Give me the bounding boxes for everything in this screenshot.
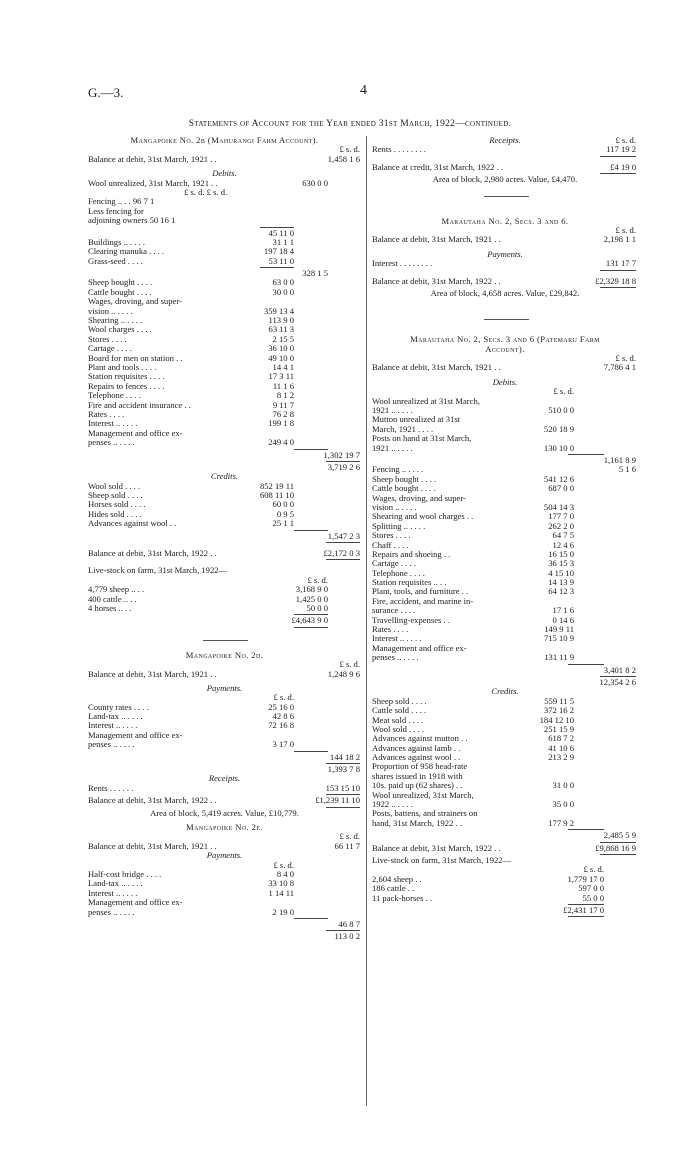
line-label: 1921 .. . . . .	[372, 405, 413, 416]
amount-c1: 687 0 0	[548, 483, 574, 494]
line-label: penses .. . . . .	[88, 437, 135, 448]
line-label: Interest .. . . . .	[88, 720, 138, 731]
ledger-line	[372, 831, 638, 840]
amount-c1: 36 15 3	[548, 558, 574, 569]
amount-c1: 12 4 6	[552, 539, 574, 550]
amount-c1: 249 4 0	[268, 437, 294, 448]
line-label: 10s. paid up (62 shares) . .	[372, 780, 463, 791]
amount-c1: 149 9 11	[544, 624, 574, 635]
amount-c1: 131 11 9	[544, 652, 574, 663]
amount-c1: 64 7 5	[552, 530, 574, 541]
ledger-line	[88, 796, 361, 805]
line-label: Cattle bought . . . .	[88, 286, 152, 297]
line-label: Balance at debit, 31st March, 1921 . .	[372, 234, 501, 245]
line-label: Cartage . . . .	[88, 343, 132, 354]
amount-c1: 177 9 2	[548, 817, 574, 828]
ledger-line	[88, 908, 361, 917]
amount-c1: 2 19 0	[272, 906, 294, 917]
amount-c3: £9,868 16 9	[595, 842, 636, 853]
ledger-line	[372, 894, 638, 903]
ledger-line	[88, 670, 361, 679]
currency-header: £ s. d.	[339, 144, 360, 155]
amount-c1: 0 9 5	[276, 508, 294, 519]
amount-c1: 541 12 6	[543, 473, 574, 484]
line-label: Posts, battens, and strainers on	[372, 808, 478, 819]
line-label: hand, 31st March, 1922 . .	[372, 817, 462, 828]
amount-c1: 199 1 8	[268, 418, 294, 429]
column-divider	[366, 136, 367, 1106]
amount-c1: 715 10 9	[543, 633, 574, 644]
amount-c3: £2,172 0 3	[323, 548, 360, 559]
line-label: penses .. . . . .	[372, 652, 419, 663]
amount-c3: 1,458 1 6	[327, 153, 360, 164]
subheading: Credits.	[491, 686, 519, 697]
amount-c1: 184 12 10	[539, 714, 574, 725]
ledger-line	[372, 653, 638, 662]
line-label: Balance at debit, 31st March, 1921 . .	[372, 362, 501, 373]
ledger-line	[88, 451, 361, 460]
amount-c1: 213 2 9	[548, 752, 574, 763]
section-heading: Mangapoike No. 2d.	[185, 649, 264, 660]
amount-c1: 608 11 10	[259, 490, 294, 501]
amount-c1: 177 7 0	[548, 511, 574, 522]
line-label: Balance at debit, 31st March, 1922 . .	[372, 275, 501, 286]
amount-c2: £ s. d.	[583, 864, 604, 875]
ledger-line	[372, 666, 638, 675]
currency-header: £ s. d.	[615, 224, 636, 235]
amount-c3: 1,393 7 8	[327, 764, 360, 775]
amount-c1: 3 17 0	[272, 739, 294, 750]
amount-c1: 8 1 2	[276, 390, 294, 401]
line-label: adjoining owners 50 16 1	[88, 215, 176, 226]
total-rule	[372, 915, 638, 918]
currency-header: £ s. d.	[339, 659, 360, 670]
line-label: Advances against lamb . .	[372, 742, 461, 753]
line-label: Buildings .. . . . .	[88, 236, 146, 247]
line-label: Wages, droving, and super-	[372, 492, 466, 503]
amount-c1: 45 11 0	[268, 227, 294, 238]
amount-c1: 17 3 11	[268, 371, 294, 382]
amount-c1: 63 11 3	[268, 324, 294, 335]
line-label: Balance at debit, 31st March, 1922 . .	[88, 795, 217, 806]
amount-c1: 14 4 1	[272, 361, 294, 372]
ledger-line	[372, 259, 638, 268]
ledger-line	[372, 163, 638, 172]
line-label: March, 1921 . . . .	[372, 423, 434, 434]
ledger-line	[88, 216, 361, 225]
line-label: Telephone . . . .	[372, 567, 425, 578]
line-label: Balance at debit, 31st March, 1921 . .	[88, 840, 217, 851]
amount-c3: 46 8 7	[338, 918, 360, 929]
page-title: Statements of Account for the Year ended 31st March, 1922—continued.	[188, 119, 512, 129]
line-label: Less fencing for	[88, 205, 144, 216]
line-label: Balance at debit, 31st March, 1922 . .	[88, 548, 217, 559]
line-label: Cattle sold . . . .	[372, 705, 427, 716]
line-label: Meat sold . . . .	[372, 714, 424, 725]
line-label: Wool unrealized at 31st March,	[372, 395, 480, 406]
line-label: Fire, accident, and marine in-	[372, 595, 474, 606]
line-label: Clearing manuka . . . .	[88, 246, 165, 257]
line-label: Hides sold . . . .	[88, 508, 142, 519]
line-label: Balance at credit, 31st March, 1922 . .	[372, 161, 504, 172]
amount-c3: 1,302 19 7	[323, 449, 360, 460]
line-label: Wages, droving, and super-	[88, 296, 182, 307]
amount-c2: 1,425 0 0	[295, 593, 328, 604]
amount-c1: 197 18 4	[263, 246, 294, 257]
section-heading: Mangapoike No. 2b (Mahurangi Farm Account).	[130, 135, 319, 145]
amount-c3: 117 19 2	[606, 144, 636, 155]
amount-c2: £ s. d.	[307, 574, 328, 585]
section-separator	[88, 634, 361, 646]
ledger-line	[88, 932, 361, 941]
line-label: 400 cattle .. . .	[88, 593, 137, 604]
amount-c3: £4 19 0	[610, 161, 636, 172]
ledger-line	[88, 532, 361, 541]
amount-c1: 42 8 6	[272, 711, 294, 722]
amount-c1: 2 15 5	[272, 333, 294, 344]
line-label: Horses sold . . . .	[88, 499, 146, 510]
ledger-line	[88, 401, 361, 410]
amount-c2: £2,431 17 0	[563, 904, 604, 915]
line-label: Live-stock on farm, 31st March, 1922—	[372, 855, 512, 865]
amount-c2: 1,779 17 0	[567, 873, 604, 884]
line-label: Interest . . . . . . . .	[372, 258, 433, 269]
line-label: Advances against wool . .	[372, 752, 461, 763]
line-label: Rents . . . . . . . .	[372, 144, 426, 155]
amount-c3: 1,547 2 3	[327, 530, 360, 541]
line-label: Interest .. . . . .	[88, 887, 138, 898]
amount-c1: 1 14 11	[268, 887, 294, 898]
line-label: vision .. . . . .	[88, 305, 133, 316]
area-value-note: Area of block, 5,419 acres. Value, £10,779.	[150, 807, 299, 818]
line-label: Half-cost bridge . . . .	[88, 868, 162, 879]
line-label: Repairs and shoeing . .	[372, 548, 451, 559]
currency-header: £ s. d.	[615, 353, 636, 364]
line-label: Management and office ex-	[372, 642, 467, 653]
line-label: Land-tax .. . . . .	[88, 711, 143, 722]
amount-c1: 520 18 9	[543, 423, 574, 434]
amount-c2: 3,168 9 0	[295, 584, 328, 595]
ledger-line	[372, 363, 638, 372]
amount-c1: 76 2 8	[272, 408, 294, 419]
amount-c1: 359 13 4	[263, 305, 294, 316]
ledger-line	[88, 920, 361, 929]
amount-c1: 11 1 6	[272, 380, 294, 391]
left-column	[88, 136, 361, 1106]
line-label: Fencing .. . . 96 7 1	[88, 196, 155, 207]
subheading: Payments.	[206, 850, 243, 861]
amount-c3: 3,401 8 2	[603, 664, 636, 675]
subheading: Payments.	[206, 682, 243, 693]
amount-c1: 25 16 0	[268, 701, 294, 712]
ledger-line	[88, 155, 361, 164]
ledger-line	[372, 819, 638, 828]
ledger-line	[88, 438, 361, 447]
amount-c1: £ s. d.	[273, 692, 294, 703]
line-label: Balance at debit, 31st March, 1922 . .	[372, 842, 501, 853]
line-label: Rates . . . .	[88, 408, 125, 419]
amount-c3: 131 17 7	[605, 258, 636, 269]
amount-c1: 262 2 0	[548, 520, 574, 531]
line-label: Fire and accident insurance . .	[88, 399, 191, 410]
amount-c2: 328 1 5	[302, 268, 328, 279]
right-column	[372, 136, 638, 1046]
amount-c1: 53 11 0	[268, 255, 294, 266]
line-label: Station requisites . . . .	[88, 371, 165, 382]
amount-c3: 12,354 2 6	[599, 676, 636, 687]
line-label: 4,779 sheep .. . .	[88, 584, 145, 595]
amount-c1: £ s. d.	[553, 386, 574, 397]
ledger-line	[88, 753, 361, 762]
ledger-line	[372, 277, 638, 286]
line-label: Cartage . . . .	[372, 558, 416, 569]
amount-c3: 66 11 7	[334, 840, 360, 851]
currency-header: £ s. d. £ s. d.	[184, 186, 228, 197]
subheading: Debits.	[212, 168, 237, 179]
ledger-line	[88, 616, 361, 625]
amount-c1: 9 11 7	[272, 399, 294, 410]
subheading: Receipts. £ s. d.	[489, 135, 636, 145]
amount-c1: £ s. d.	[273, 859, 294, 870]
amount-c1: 504 14 3	[543, 501, 574, 512]
amount-c1: 251 15 9	[543, 723, 574, 734]
amount-c1: 618 7 2	[548, 733, 574, 744]
amount-c1: 36 10 0	[268, 343, 294, 354]
line-label: 2,604 sheep . .	[372, 873, 422, 884]
ledger-line	[372, 531, 638, 540]
amount-c1: 372 16 2	[543, 705, 574, 716]
amount-c3: 7,786 4 1	[603, 362, 636, 373]
amount-c1: 41 10 6	[548, 742, 574, 753]
amount-c1: 852 19 11	[259, 480, 294, 491]
ledger-line	[88, 257, 361, 266]
line-label: Board for men on station . .	[88, 352, 183, 363]
amount-c3: 3,719 2 6	[327, 461, 360, 472]
subheading: Debits.	[492, 376, 518, 387]
line-label: 1922 .. . . . .	[372, 799, 413, 810]
line-label: Sheep bought . . . .	[372, 473, 437, 484]
amount-c2: 630 0 0	[302, 177, 328, 188]
amount-c1: 31 1 1	[272, 236, 294, 247]
section-separator	[372, 190, 638, 202]
page-number: 4	[360, 83, 367, 98]
amount-c1: 72 16 8	[268, 720, 294, 731]
line-label: Interest .. . . . .	[88, 418, 138, 429]
line-label: Fencing .. . . . .	[372, 464, 424, 475]
amount-c3: 2,485 5 9	[603, 830, 636, 841]
amount-c1: 559 11 5	[544, 695, 574, 706]
line-label: Travelling-expenses . .	[372, 614, 450, 625]
line-label: Advances against mutton . .	[372, 733, 468, 744]
ledger-line	[88, 549, 361, 558]
amount-c1: 0 14 6	[552, 614, 574, 625]
area-value-note: Area of block, 2,980 acres. Value, £4,470.	[432, 174, 578, 185]
line-label: Chaff . . . .	[372, 539, 409, 550]
line-label: Repairs to fences . . . .	[88, 380, 165, 391]
amount-c1: 30 0 0	[272, 286, 294, 297]
line-label: Advances against wool . .	[88, 518, 177, 529]
amount-c1: 49 10 0	[268, 352, 294, 363]
amount-c1: 14 13 9	[548, 577, 574, 588]
ledger-line	[88, 784, 361, 793]
section-heading: Marautaha No. 2, Secs. 3 and 6.	[441, 215, 569, 226]
line-label: Plant and tools . . . .	[88, 361, 157, 372]
line-label: Rates . . . .	[372, 624, 409, 635]
section-heading: Account).	[485, 343, 525, 354]
line-label: Shearing and wool charges . .	[372, 511, 474, 522]
line-label: Mutton unrealized at 31st	[372, 414, 461, 425]
ledger-line	[372, 145, 638, 154]
section-heading: Mangapoike No. 2e.	[186, 822, 263, 832]
amount-c1: 8 4 0	[276, 868, 294, 879]
ledger-line	[88, 604, 361, 613]
line-label: Rents . . . . . .	[88, 782, 134, 793]
amount-c3: 2,198 1 1	[603, 234, 636, 245]
amount-c1: 31 0 0	[552, 780, 574, 791]
amount-c3: £2,329 18 8	[595, 275, 636, 286]
line-label: Management and office ex-	[88, 427, 183, 438]
line-label: Wool unrealized, 31st March,	[372, 789, 474, 800]
amount-c1: 25 1 1	[272, 518, 294, 529]
line-label: Sheep sold . . . .	[88, 490, 143, 501]
report-code: G.—3.	[88, 85, 124, 100]
line-label: Telephone . . . .	[88, 390, 141, 401]
amount-c1: 63 0 0	[272, 277, 294, 288]
ledger-line	[88, 325, 361, 334]
line-label: 4 horses .. . .	[88, 602, 132, 613]
amount-c1: 16 15 0	[548, 548, 574, 559]
line-label: Cattle bought . . . .	[372, 483, 436, 494]
line-label: Interest .. . . . .	[372, 633, 422, 644]
line-label: Wool sold . . . .	[372, 723, 425, 734]
line-label: Balance at debit, 31st March, 1921 . .	[88, 153, 217, 164]
line-label: Wool unrealized, 31st March, 1921 . .	[88, 177, 218, 188]
amount-c2: £4,643 9 0	[291, 615, 328, 626]
ledger-line	[88, 740, 361, 749]
line-label: penses .. . . . .	[88, 739, 135, 750]
line-label: Stores . . . .	[88, 333, 127, 344]
line-label: Balance at debit, 31st March, 1921 . .	[88, 668, 217, 679]
amount-c2: 55 0 0	[582, 892, 604, 903]
line-label: Shearing .. . . . .	[88, 315, 143, 326]
line-label: Live-stock on farm, 31st March, 1922—	[88, 565, 228, 576]
line-label: County rates . . . .	[88, 701, 149, 712]
amount-c1: 64 12 3	[548, 586, 574, 597]
line-label: Sheep sold . . . .	[372, 695, 427, 706]
line-label: 186 cattle . .	[372, 883, 415, 894]
amount-c1: 510 0 0	[548, 405, 574, 416]
line-label: Land-tax .. . . . .	[88, 878, 143, 889]
line-label: Stores . . . .	[372, 530, 411, 541]
ledger-line	[372, 522, 638, 531]
line-label: Management and office ex-	[88, 897, 183, 908]
line-label: Wool sold . . . .	[88, 480, 141, 491]
amount-c3: 144 18 2	[329, 751, 360, 762]
amount-c3: 1,161 8 9	[603, 454, 636, 465]
line-label: 11 pack-horses . .	[372, 892, 433, 903]
line-label: Grass-seed . . . .	[88, 255, 143, 266]
subheading: Credits.	[210, 471, 239, 482]
line-label: Sheep bought . . . .	[88, 277, 153, 288]
amount-c1: 113 9 0	[268, 315, 294, 326]
amount-c1: 33 10 8	[268, 878, 294, 889]
subheading: Payments.	[487, 248, 523, 259]
line-label: shares issued in 1918 with	[372, 770, 463, 781]
amount-c1: 17 1 6	[552, 605, 574, 616]
ledger-line	[372, 444, 638, 453]
amount-c3: 113 0 2	[334, 931, 360, 942]
ledger-line	[88, 519, 361, 528]
line-label: Management and office ex-	[88, 729, 183, 740]
line-label: Splitting .. . . . .	[372, 520, 426, 531]
line-label: penses .. . . . .	[88, 906, 135, 917]
subheading: Receipts.	[208, 773, 241, 784]
ledger-line	[372, 844, 638, 853]
ledger-line	[372, 906, 638, 915]
section-heading: Marautaha No. 2, Secs. 3 and 6 (Patemaru Farm	[410, 334, 600, 345]
line-label: Posts on hand at 31st March,	[372, 433, 472, 444]
amount-c3: £1,239 11 10	[315, 795, 360, 806]
amount-c1: 4 15 10	[548, 567, 574, 578]
amount-c1: 130 10 0	[543, 442, 574, 453]
amount-c2: 50 0 0	[306, 602, 328, 613]
line-label: Station requisites .. . .	[372, 577, 447, 588]
line-label: Proportion of 958 head-rate	[372, 761, 468, 772]
section-separator	[372, 313, 638, 325]
currency-header: £ s. d.	[339, 831, 360, 842]
line-label: Plant, tools, and furniture . .	[372, 586, 469, 597]
amount-c1: 60 0 0	[272, 499, 294, 510]
amount-c3: 1,248 9 6	[327, 668, 360, 679]
area-value-note: Area of block, 4,658 acres. Value, £29,842.	[430, 287, 580, 298]
amount-c3: 5 1 6	[618, 464, 636, 475]
amount-c3: 153 15 10	[325, 782, 360, 793]
ledger-line	[372, 616, 638, 625]
line-label: Wool charges . . . .	[88, 324, 152, 335]
line-label: surance . . . .	[372, 605, 416, 616]
ledger-line	[372, 235, 638, 244]
amount-c1: 35 0 0	[552, 799, 574, 810]
line-label: vision .. . . . .	[372, 501, 417, 512]
amount-c2: 597 0 0	[578, 883, 604, 894]
line-label: 1921 .. . . . .	[372, 442, 413, 453]
